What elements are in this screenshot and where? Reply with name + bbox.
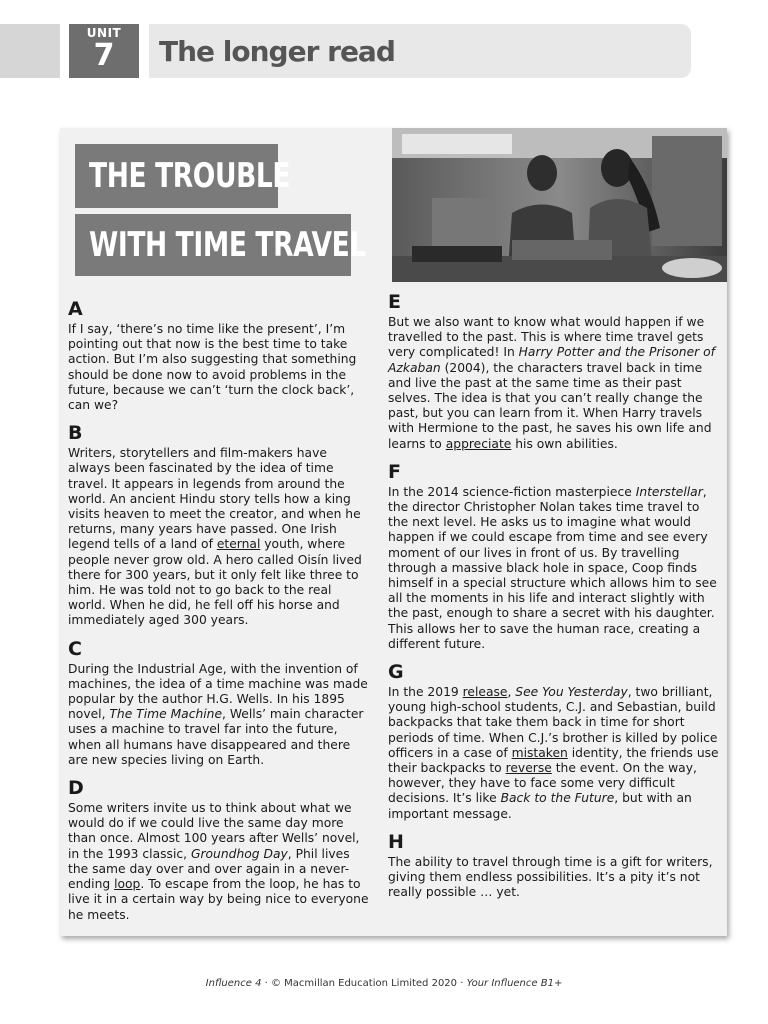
section-letter-a: A bbox=[68, 298, 83, 320]
paragraph-b: Writers, storytellers and film-makers have always been fascinated by the idea of time travel. It appears in legends from around the world. An ancient Hindu story tells how a king visits heaven to meet the creator, and when he returns, many years have passed. One Irish legend tells of a land of eternal youth, where people never grow old. A hero called Oisín lived there for 300 years, but it only felt like three to him. He was told not to go back to the real world. When he did, he fell off his horse and immediately aged 300 years. bbox=[68, 446, 362, 628]
vocab-loop: loop bbox=[114, 877, 141, 892]
right-column bbox=[388, 292, 722, 901]
section-title-bar bbox=[149, 24, 691, 78]
article-title-line1 bbox=[75, 144, 291, 208]
paragraph-g: In the 2019 release, See You Yesterday, two brilliant, young high-school students, C.J. and Sebastian, build backpacks that take them back in time for short periods of time. When C.J.’s brother is killed by police officers in a case of mistaken identity, the friends use their backpacks to reverse the event. On the way, however, they have to face some very difficult decisions. It’s like Back to the Future, but with an important message. bbox=[388, 685, 719, 821]
page-footer: Influence 4 · © Macmillan Education Limited 2020 · Your Influence B1+ bbox=[205, 978, 563, 989]
paragraph-e: But we also want to know what would happen if we travelled to the past. This is where time travel gets very complicated! In Harry Potter and the Prisoner of Azkaban (2004), the characters travel back in time and live the past at the same time as their past selves. The idea is that you can’t really change the past, but you can learn from it. When Harry travels with Hermione to the past, he saves his own life and learns to appreciate his own abilities. bbox=[388, 315, 715, 451]
article-title-text-2: WITH TIME TRAVEL bbox=[89, 225, 366, 265]
unit-number: 7 bbox=[93, 38, 115, 73]
section-letter-h: H bbox=[388, 830, 404, 853]
section-letter-f: F bbox=[388, 460, 401, 483]
left-tab bbox=[0, 24, 60, 78]
unit-badge bbox=[69, 24, 139, 78]
paragraph-c: During the Industrial Age, with the invention of machines, the idea of a time machine was made popular by the author H.G. Wells. In his 1895 novel, The Time Machine, Wells’ main character uses a machine to travel far into the future, when all humans have disappeared and there are new species living on Earth. bbox=[68, 661, 368, 767]
paragraph-h: The ability to travel through time is a gift for writers, giving them endless possibilities. It’s a pity it’s not really possible … yet. bbox=[388, 854, 713, 900]
vocab-release: release bbox=[462, 685, 508, 700]
vocab-eternal: eternal bbox=[216, 537, 261, 552]
vocab-appreciate: appreciate bbox=[445, 436, 512, 451]
section-letter-e: E bbox=[388, 291, 401, 313]
article-card bbox=[60, 128, 727, 936]
article-title-text-1: THE TROUBLE bbox=[89, 156, 291, 196]
paragraph-f: In the 2014 science-fiction masterpiece Interstellar, the director Christopher Nolan takes time travel to the next level. He asks us to imagine what would happen if we could escape from time and see every moment of our lives in front of us. By travelling through a massive black hole in space, Coop finds himself in a special structure which allows him to see all the moments in his life and interact slightly with the past, enough to share a secret with his daughter. This allows her to save the human race, creating a different future. bbox=[388, 484, 717, 651]
section-letter-d: D bbox=[68, 777, 84, 800]
unit-label: UNIT bbox=[86, 26, 122, 40]
paragraph-d: Some writers invite us to think about what we would do if we could live the same day more than once. Almost 100 years after Wells’ novel, in the 1993 classic, Groundhog Day, Phil lives the same day over and over again in a never-ending loop. To escape from the loop, he has to live it in a certain way by being nice to everyone he meets. bbox=[68, 801, 369, 922]
section-letter-b: B bbox=[68, 422, 83, 445]
article-title-line2 bbox=[75, 214, 366, 276]
section-letter-c: C bbox=[68, 637, 82, 660]
vocab-mistaken: mistaken bbox=[511, 745, 568, 760]
vocab-reverse: reverse bbox=[505, 761, 552, 776]
section-letter-g: G bbox=[388, 661, 404, 684]
paragraph-a: If I say, ‘there’s no time like the present’, I’m pointing out that now is the best time to take action. But I’m also suggesting that something should be done now to avoid problems in the future, because we can’t ‘turn the clock back’, can we? bbox=[68, 322, 357, 413]
left-column bbox=[68, 299, 370, 923]
article-photo bbox=[392, 128, 727, 282]
section-title: The longer read bbox=[159, 35, 395, 68]
